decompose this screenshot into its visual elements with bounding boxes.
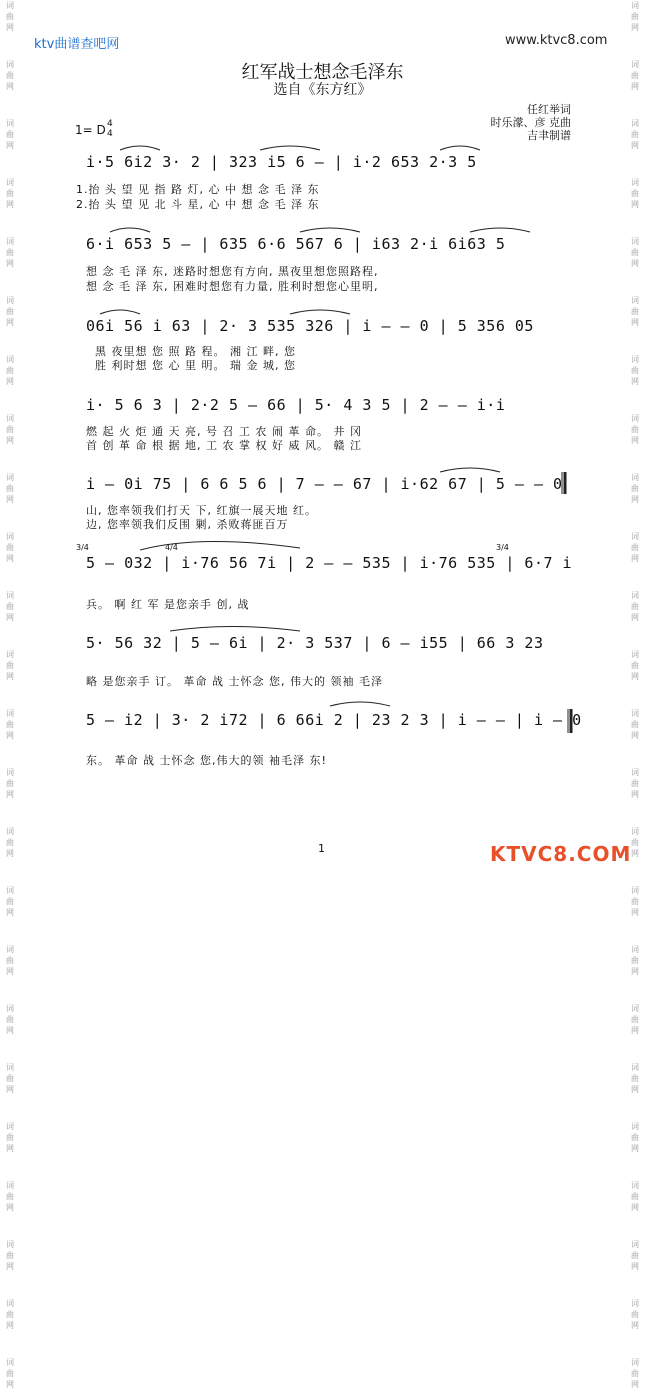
site-url: www.ktvc8.com xyxy=(505,33,608,48)
watermark-char: 网 xyxy=(631,495,639,504)
watermark-char: 词 xyxy=(6,709,14,718)
watermark-char: 词 xyxy=(6,1299,14,1308)
watermark-char: 网 xyxy=(6,82,14,91)
watermark-char: 曲 xyxy=(631,1015,639,1024)
notation-line: i· 5 6 3 | 2·2 5 — 66 | 5· 4 3 5 | 2 — — i·i xyxy=(86,396,506,414)
watermark-char: 词 xyxy=(631,355,639,364)
lyric-line: 山, 您率领我们打天 下, 红旗一展天地 红。 xyxy=(86,504,317,517)
watermark-char: 词 xyxy=(631,768,639,777)
watermark-char: 网 xyxy=(6,554,14,563)
watermark-char: 曲 xyxy=(6,1074,14,1083)
watermark-char: 词 xyxy=(631,473,639,482)
watermark-char: 网 xyxy=(6,1380,14,1389)
watermark-char: 网 xyxy=(6,141,14,150)
watermark-char: 曲 xyxy=(631,248,639,257)
lyric-line: 2.抬 头 望 见 北 斗 星, 心 中 想 念 毛 泽 东 xyxy=(76,198,320,211)
watermark-char: 词 xyxy=(6,296,14,305)
watermark-char: 曲 xyxy=(6,1251,14,1260)
watermark-char: 词 xyxy=(631,237,639,246)
watermark-char: 网 xyxy=(631,1262,639,1271)
meter-change: 3/4 xyxy=(76,543,89,552)
watermark-char: 词 xyxy=(631,1,639,10)
watermark-char: 网 xyxy=(631,200,639,209)
watermark-char: 网 xyxy=(631,23,639,32)
watermark-char: 曲 xyxy=(631,189,639,198)
watermark-char: 网 xyxy=(6,672,14,681)
watermark-char: 词 xyxy=(631,532,639,541)
watermark-char: 网 xyxy=(631,790,639,799)
notation-line: i·5 6i2 3· 2 | 323 i5 6 — | i·2 653 2·3 5 xyxy=(86,153,477,171)
watermark-char: 网 xyxy=(6,1262,14,1271)
tie-arc xyxy=(440,146,480,150)
watermark-char: 词 xyxy=(6,178,14,187)
watermark-char: 网 xyxy=(631,672,639,681)
watermark-char: 曲 xyxy=(6,1369,14,1378)
notation-line: i — 0i 75 | 6 6 5 6 | 7 — — 67 | i·62 67 | 5 — — 0 xyxy=(86,475,563,493)
watermark-char: 词 xyxy=(6,650,14,659)
watermark-char: 词 xyxy=(6,945,14,954)
watermark-glyph xyxy=(4,1003,16,1036)
watermark-char: 词 xyxy=(6,1358,14,1367)
watermark-char: 网 xyxy=(631,967,639,976)
watermark-glyph xyxy=(4,1121,16,1154)
watermark-char: 词 xyxy=(6,1181,14,1190)
watermark-char: 网 xyxy=(6,1203,14,1212)
watermark-char: 网 xyxy=(6,436,14,445)
notation-line: 5· 56 32 | 5 — 6i | 2· 3 537 | 6 — i55 | 66 3 23 xyxy=(86,634,544,652)
watermark-char: 曲 xyxy=(6,12,14,21)
meter-change: 4/4 xyxy=(165,543,178,552)
lyric-line: 想 念 毛 泽 东, 困难时想您有力量, 胜利时想您心里明, xyxy=(86,280,379,293)
watermark-char: 词 xyxy=(6,532,14,541)
watermark-glyph xyxy=(4,1357,16,1390)
watermark-char: 词 xyxy=(6,1,14,10)
watermark-char: 曲 xyxy=(631,1251,639,1260)
watermark-char: 网 xyxy=(6,613,14,622)
watermark-char: 网 xyxy=(6,1321,14,1330)
watermark-char: 词 xyxy=(6,473,14,482)
watermark-char: 网 xyxy=(6,495,14,504)
lyric-line: 胜 利时想 您 心 里 明。 瑞 金 城, 您 xyxy=(95,359,296,372)
key-signature: 1= D xyxy=(75,123,106,137)
watermark-char: 词 xyxy=(6,1240,14,1249)
lyric-line: 首 创 革 命 根 据 地, 工 农 掌 权 好 威 风。 赣 江 xyxy=(86,439,362,452)
watermark-char: 网 xyxy=(6,23,14,32)
watermark-char: 曲 xyxy=(6,1192,14,1201)
lyric-line: 想 念 毛 泽 东, 迷路时想您有方向, 黑夜里想您照路程, xyxy=(86,265,379,278)
watermark-char: 曲 xyxy=(6,71,14,80)
watermark-char: 网 xyxy=(6,1026,14,1035)
watermark-char: 网 xyxy=(631,1321,639,1330)
watermark-char: 曲 xyxy=(631,425,639,434)
watermark-char: 网 xyxy=(631,141,639,150)
watermark-char: 曲 xyxy=(6,189,14,198)
watermark-glyph xyxy=(629,1062,641,1095)
watermark-char: 词 xyxy=(631,178,639,187)
watermark-char: 网 xyxy=(6,259,14,268)
watermark-char: 曲 xyxy=(631,1133,639,1142)
watermark-glyph xyxy=(629,1180,641,1213)
watermark-glyph xyxy=(629,1357,641,1390)
watermark-char: 词 xyxy=(6,1122,14,1131)
watermark-char: 网 xyxy=(631,1144,639,1153)
watermark-char: 曲 xyxy=(6,1133,14,1142)
lyric-line: 黑 夜里想 您 照 路 程。 湘 江 畔, 您 xyxy=(95,345,296,358)
watermark-char: 词 xyxy=(631,1358,639,1367)
watermark-char: 网 xyxy=(6,1144,14,1153)
watermark-char: 曲 xyxy=(631,130,639,139)
watermark-char: 词 xyxy=(631,709,639,718)
watermark-char: 词 xyxy=(631,60,639,69)
time-signature-bottom: 4 xyxy=(107,129,113,139)
watermark-char: 曲 xyxy=(631,1192,639,1201)
lyric-line: 燃 起 火 炬 通 天 亮, 号 召 工 农 闹 革 命。 井 冈 xyxy=(86,425,362,438)
watermark-char: 曲 xyxy=(6,248,14,257)
lyric-line: 东。 革命 战 士怀念 您,伟大的领 袖毛泽 东! xyxy=(86,754,327,767)
watermark-char: 网 xyxy=(631,436,639,445)
watermark-char: 曲 xyxy=(631,720,639,729)
watermark-char: 词 xyxy=(6,591,14,600)
watermark-char: 词 xyxy=(631,1240,639,1249)
watermark-char: 网 xyxy=(6,318,14,327)
watermark-glyph xyxy=(4,1298,16,1331)
watermark-char: 词 xyxy=(631,296,639,305)
watermark-char: 曲 xyxy=(631,1369,639,1378)
watermark-char: 词 xyxy=(631,886,639,895)
watermark-char: 曲 xyxy=(6,602,14,611)
watermark-char: 曲 xyxy=(631,661,639,670)
watermark-char: 网 xyxy=(6,731,14,740)
watermark-glyph xyxy=(4,1062,16,1095)
watermark-char: 网 xyxy=(631,1085,639,1094)
tie-arc xyxy=(330,702,390,706)
watermark-glyph xyxy=(629,1003,641,1036)
watermark-char: 网 xyxy=(6,849,14,858)
watermark-char: 词 xyxy=(6,1063,14,1072)
composer-credit: 时乐濛、彦 克曲 xyxy=(490,116,571,129)
lyricist-credit: 任红举词 xyxy=(527,103,571,116)
watermark-char: 词 xyxy=(631,1181,639,1190)
tie-arc xyxy=(470,228,530,232)
tie-arc xyxy=(170,627,300,632)
watermark-char: 曲 xyxy=(631,12,639,21)
tie-arc xyxy=(290,310,350,314)
watermark-char: 词 xyxy=(631,414,639,423)
watermark-char: 词 xyxy=(631,119,639,128)
watermark-char: 曲 xyxy=(6,720,14,729)
watermark-char: 曲 xyxy=(6,779,14,788)
watermark-glyph xyxy=(629,1121,641,1154)
watermark-char: 曲 xyxy=(6,543,14,552)
watermark-char: 网 xyxy=(6,377,14,386)
watermark-char: 曲 xyxy=(631,1310,639,1319)
lyric-line: 边, 您率领我们反围 剿, 杀败蒋匪百万 xyxy=(86,518,289,531)
watermark-char: 曲 xyxy=(6,366,14,375)
notation-line: 06i 56 i 63 | 2· 3 535 326 | i — — 0 | 5 356 05 xyxy=(86,317,534,335)
watermark-char: 曲 xyxy=(6,307,14,316)
page-number: 1 xyxy=(318,842,325,855)
watermark-char: 曲 xyxy=(6,484,14,493)
watermark-char: 网 xyxy=(6,908,14,917)
lyric-line: 1.抬 头 望 见 指 路 灯, 心 中 想 念 毛 泽 东 xyxy=(76,183,320,196)
watermark-char: 网 xyxy=(6,967,14,976)
watermark-char: 词 xyxy=(631,945,639,954)
watermark-char: 曲 xyxy=(631,71,639,80)
watermark-char: 词 xyxy=(631,591,639,600)
watermark-char: 词 xyxy=(6,768,14,777)
tie-arc xyxy=(100,310,140,314)
tie-arc xyxy=(260,146,320,150)
site-logo: KTVC8.COM xyxy=(490,842,632,866)
lyric-line: 略 是您亲手 订。 革命 战 士怀念 您, 伟大的 领袖 毛泽 xyxy=(86,675,383,688)
watermark-glyph xyxy=(629,944,641,977)
notation-line: 5 — i2 | 3· 2 i72 | 6 66i 2 | 23 2 3 | i — — | i — 0 xyxy=(86,711,582,729)
site-name: ktv曲谱查吧网 xyxy=(34,37,120,52)
lyric-line: 兵。 啊 红 军 是您亲手 创, 战 xyxy=(86,598,250,611)
watermark-char: 曲 xyxy=(6,838,14,847)
watermark-char: 网 xyxy=(631,1203,639,1212)
watermark-char: 词 xyxy=(6,1004,14,1013)
watermark-char: 网 xyxy=(631,377,639,386)
watermark-glyph xyxy=(4,944,16,977)
watermark-glyph xyxy=(629,1239,641,1272)
watermark-char: 曲 xyxy=(631,484,639,493)
watermark-char: 网 xyxy=(631,1380,639,1389)
watermark-char: 曲 xyxy=(6,956,14,965)
watermark-char: 网 xyxy=(631,908,639,917)
watermark-char: 曲 xyxy=(631,956,639,965)
watermark-char: 曲 xyxy=(6,1015,14,1024)
watermark-char: 曲 xyxy=(631,838,639,847)
watermark-char: 网 xyxy=(631,731,639,740)
watermark-char: 曲 xyxy=(631,307,639,316)
watermark-glyph xyxy=(629,1298,641,1331)
watermark-char: 词 xyxy=(6,827,14,836)
watermark-char: 网 xyxy=(631,1026,639,1035)
watermark-char: 网 xyxy=(631,554,639,563)
notation-line: 6·i 653 5 — | 635 6·6 567 6 | i63 2·i 6i63 5 xyxy=(86,235,506,253)
watermark-char: 词 xyxy=(631,650,639,659)
watermark-char: 网 xyxy=(6,1085,14,1094)
song-title: 红军战士想念毛泽东 xyxy=(241,62,404,83)
watermark-char: 词 xyxy=(6,355,14,364)
watermark-glyph xyxy=(4,1239,16,1272)
watermark-char: 曲 xyxy=(631,366,639,375)
watermark-char: 曲 xyxy=(6,1310,14,1319)
watermark-char: 网 xyxy=(6,790,14,799)
notation-line: 5 — 032 | i·76 56 7i | 2 — — 535 | i·76 535 | 6·7 i xyxy=(86,554,573,572)
tie-arc xyxy=(440,468,500,472)
watermark-char: 词 xyxy=(631,827,639,836)
watermark-char: 词 xyxy=(6,414,14,423)
watermark-char: 曲 xyxy=(6,661,14,670)
watermark-char: 曲 xyxy=(6,130,14,139)
tie-arc xyxy=(110,228,150,232)
time-signature-top: 4 xyxy=(107,119,113,129)
watermark-char: 曲 xyxy=(631,543,639,552)
watermark-char: 网 xyxy=(631,259,639,268)
watermark-char: 词 xyxy=(6,237,14,246)
watermark-char: 曲 xyxy=(631,779,639,788)
watermark-char: 曲 xyxy=(631,1074,639,1083)
watermark-char: 曲 xyxy=(631,897,639,906)
watermark-char: 词 xyxy=(631,1063,639,1072)
watermark-char: 网 xyxy=(631,82,639,91)
meter-change: 3/4 xyxy=(496,543,509,552)
tie-arc xyxy=(140,541,300,550)
watermark-char: 曲 xyxy=(6,897,14,906)
watermark-glyph xyxy=(4,1180,16,1213)
watermark-char: 曲 xyxy=(631,602,639,611)
watermark-char: 词 xyxy=(631,1004,639,1013)
watermark-char: 网 xyxy=(631,318,639,327)
watermark-char: 词 xyxy=(6,119,14,128)
watermark-char: 网 xyxy=(6,200,14,209)
arranger-credit: 吉聿制谱 xyxy=(527,129,571,142)
tie-arc xyxy=(120,146,160,150)
watermark-char: 曲 xyxy=(6,425,14,434)
watermark-char: 词 xyxy=(6,886,14,895)
watermark-char: 词 xyxy=(6,60,14,69)
watermark-char: 词 xyxy=(631,1299,639,1308)
tie-arc xyxy=(300,228,360,232)
watermark-char: 词 xyxy=(631,1122,639,1131)
song-subtitle: 选自《东方红》 xyxy=(273,82,372,98)
watermark-char: 网 xyxy=(631,849,639,858)
watermark-char: 网 xyxy=(631,613,639,622)
